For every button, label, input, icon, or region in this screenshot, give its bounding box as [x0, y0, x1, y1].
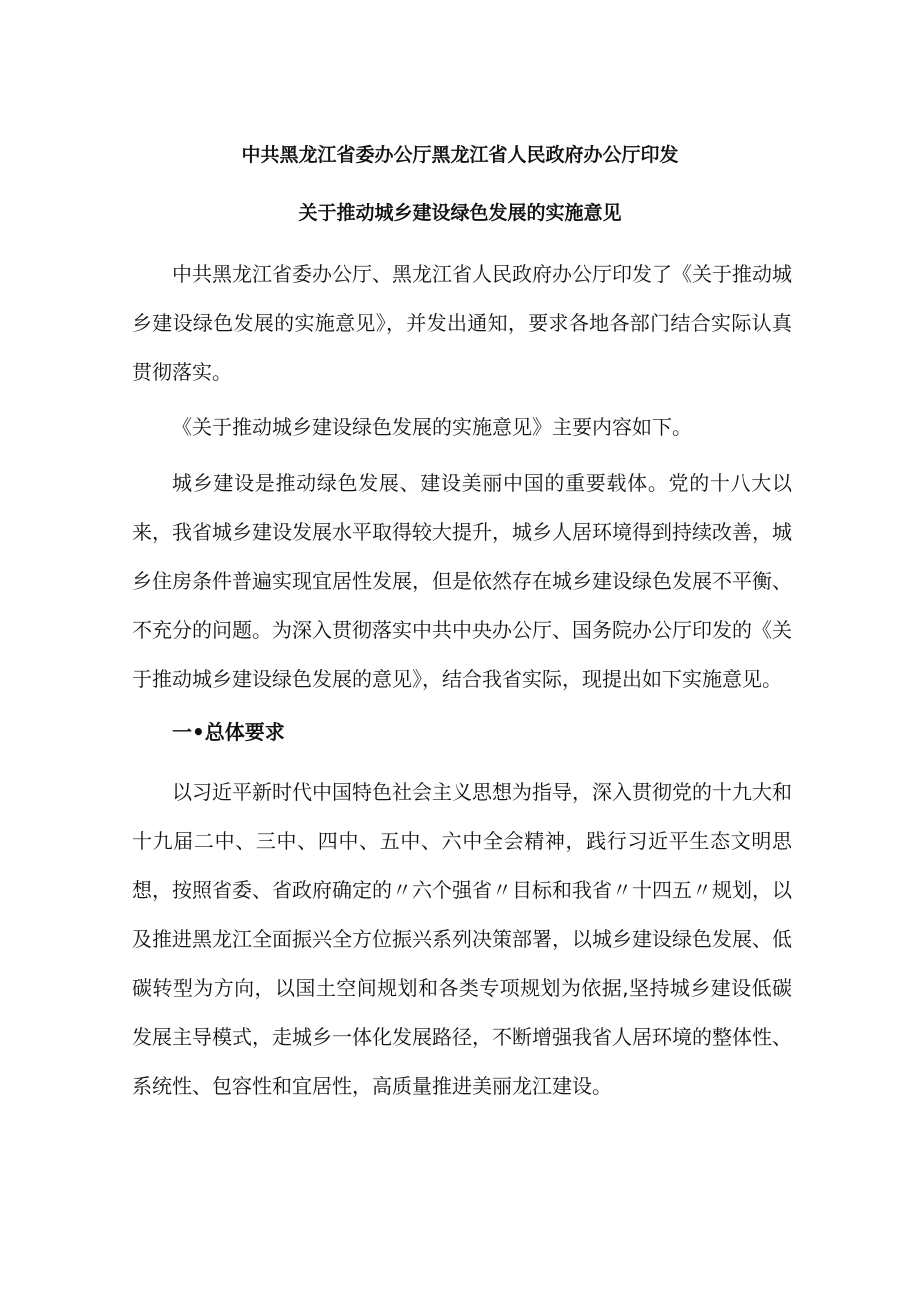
document-title-line1: 中共黑龙江省委办公厅黑龙江省人民政府办公厅印发 [241, 144, 679, 166]
paragraph-guiding-principles: 以习近平新时代中国特色社会主义思想为指导，深入贯彻党的十九大和十九届二中、三中、四中、五中、六中全会精神，践行习近平生态文明思想，按照省委、省政府确定的〃六个强省〃目标和我省〃十四五〃规划，以及推进黑龙江全面振兴全方位振兴系列决策部署，以城乡建设绿色发展、低碳转型为方向，以国土空间规划和各类专项规划为依据,坚持城乡建设低碳发展主导模式，走城乡一体化发展路径，不断增强我省人居环境的整体性、系统性、包容性和宜居性，高质量推进美丽龙江建设。 [132, 780, 792, 1098]
document-title-line2: 关于推动城乡建设绿色发展的实施意见 [298, 202, 622, 224]
paragraph-main-content-intro: 《关于推动城乡建设绿色发展的实施意见》主要内容如下。 [172, 415, 692, 439]
section-heading-general-requirements: 一•总体要求 [172, 720, 285, 744]
paragraph-announcement: 中共黑龙江省委办公厅、黑龙江省人民政府办公厅印发了《关于推动城乡建设绿色发展的实施意见》，并发出通知，要求各地各部门结合实际认真贯彻落实。 [132, 262, 792, 384]
paragraph-background: 城乡建设是推动绿色发展、建设美丽中国的重要载体。党的十八大以来，我省城乡建设发展水平取得较大提升，城乡人居环境得到持续改善，城乡住房条件普遍实现宜居性发展，但是依然存在城乡建设绿色发展不平衡、不充分的问题。为深入贯彻落实中共中央办公厅、国务院办公厅印发的《关于推动城乡建设绿色发展的意见》，结合我省实际，现提出如下实施意见。 [132, 471, 792, 691]
